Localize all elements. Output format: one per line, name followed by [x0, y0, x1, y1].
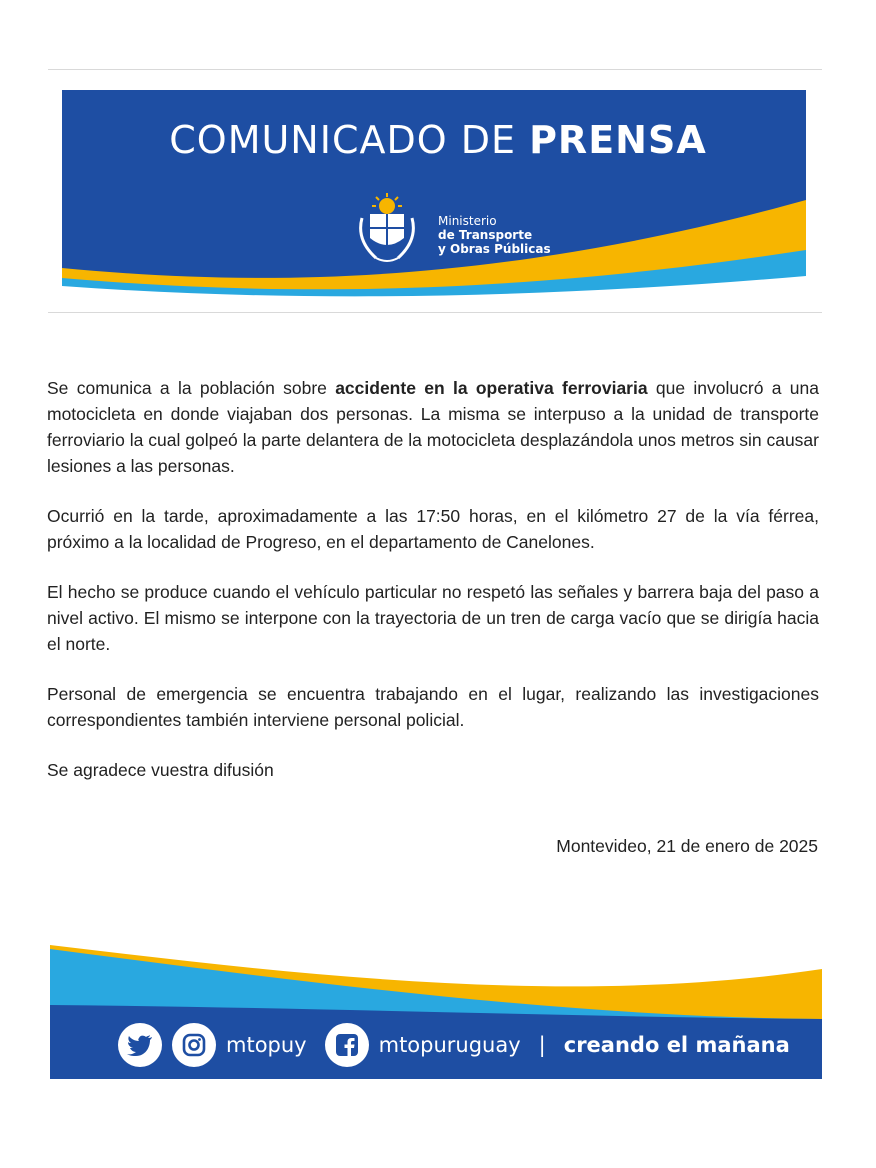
ministry-line-2: de Transporte [438, 228, 533, 242]
facebook-icon[interactable] [325, 1023, 369, 1067]
instagram-handle[interactable]: mtopuy [226, 1033, 307, 1057]
paragraph-5: Se agradece vuestra difusión [47, 760, 274, 780]
paragraph-3: El hecho se produce cuando el vehículo particular no respetó las señales y barrera baja del paso a nivel activo. El mismo se interpone con la trayectoria de un tren de carga vacío que se dirigía hacia el norte. [47, 582, 819, 654]
banner-title: COMUNICADO DE PRENSA [169, 118, 707, 162]
paragraph-4: Personal de emergencia se encuentra trabajando en el lugar, realizando las investigaciones correspondientes también interviene personal policial. [47, 684, 819, 730]
social-links [118, 1023, 790, 1067]
ministry-line-1: Ministerio [438, 214, 497, 228]
paragraph-1: Se comunica a la población sobre accidente en la operativa ferroviaria que involucró a una motocicleta en donde viajaban dos personas. La misma se interpuso a la unidad de transporte ferroviario la cual golpeó la parte delantera de la motocicleta desplazándola unos metros sin causar lesiones a las personas. [47, 378, 819, 476]
top-divider [48, 69, 822, 70]
coat-of-arms-icon [354, 192, 420, 268]
ministry-name [438, 214, 551, 256]
twitter-icon[interactable] [118, 1023, 162, 1067]
instagram-icon[interactable] [172, 1023, 216, 1067]
footer-tagline: creando el mañana [563, 1033, 790, 1057]
header-bottom-divider [48, 312, 822, 313]
facebook-handle[interactable]: mtopuruguay [378, 1033, 521, 1057]
place-and-date: Montevideo, 21 de enero de 2025 [556, 836, 818, 856]
paragraph-2: Ocurrió en la tarde, aproximadamente a las 17:50 horas, en el kilómetro 27 de la vía férrea, próximo a la localidad de Progreso, en el departamento de Canelones. [47, 506, 819, 552]
press-release-body [47, 375, 819, 807]
footer-separator: | [538, 1033, 546, 1057]
ministry-line-3: y Obras Públicas [438, 242, 551, 256]
